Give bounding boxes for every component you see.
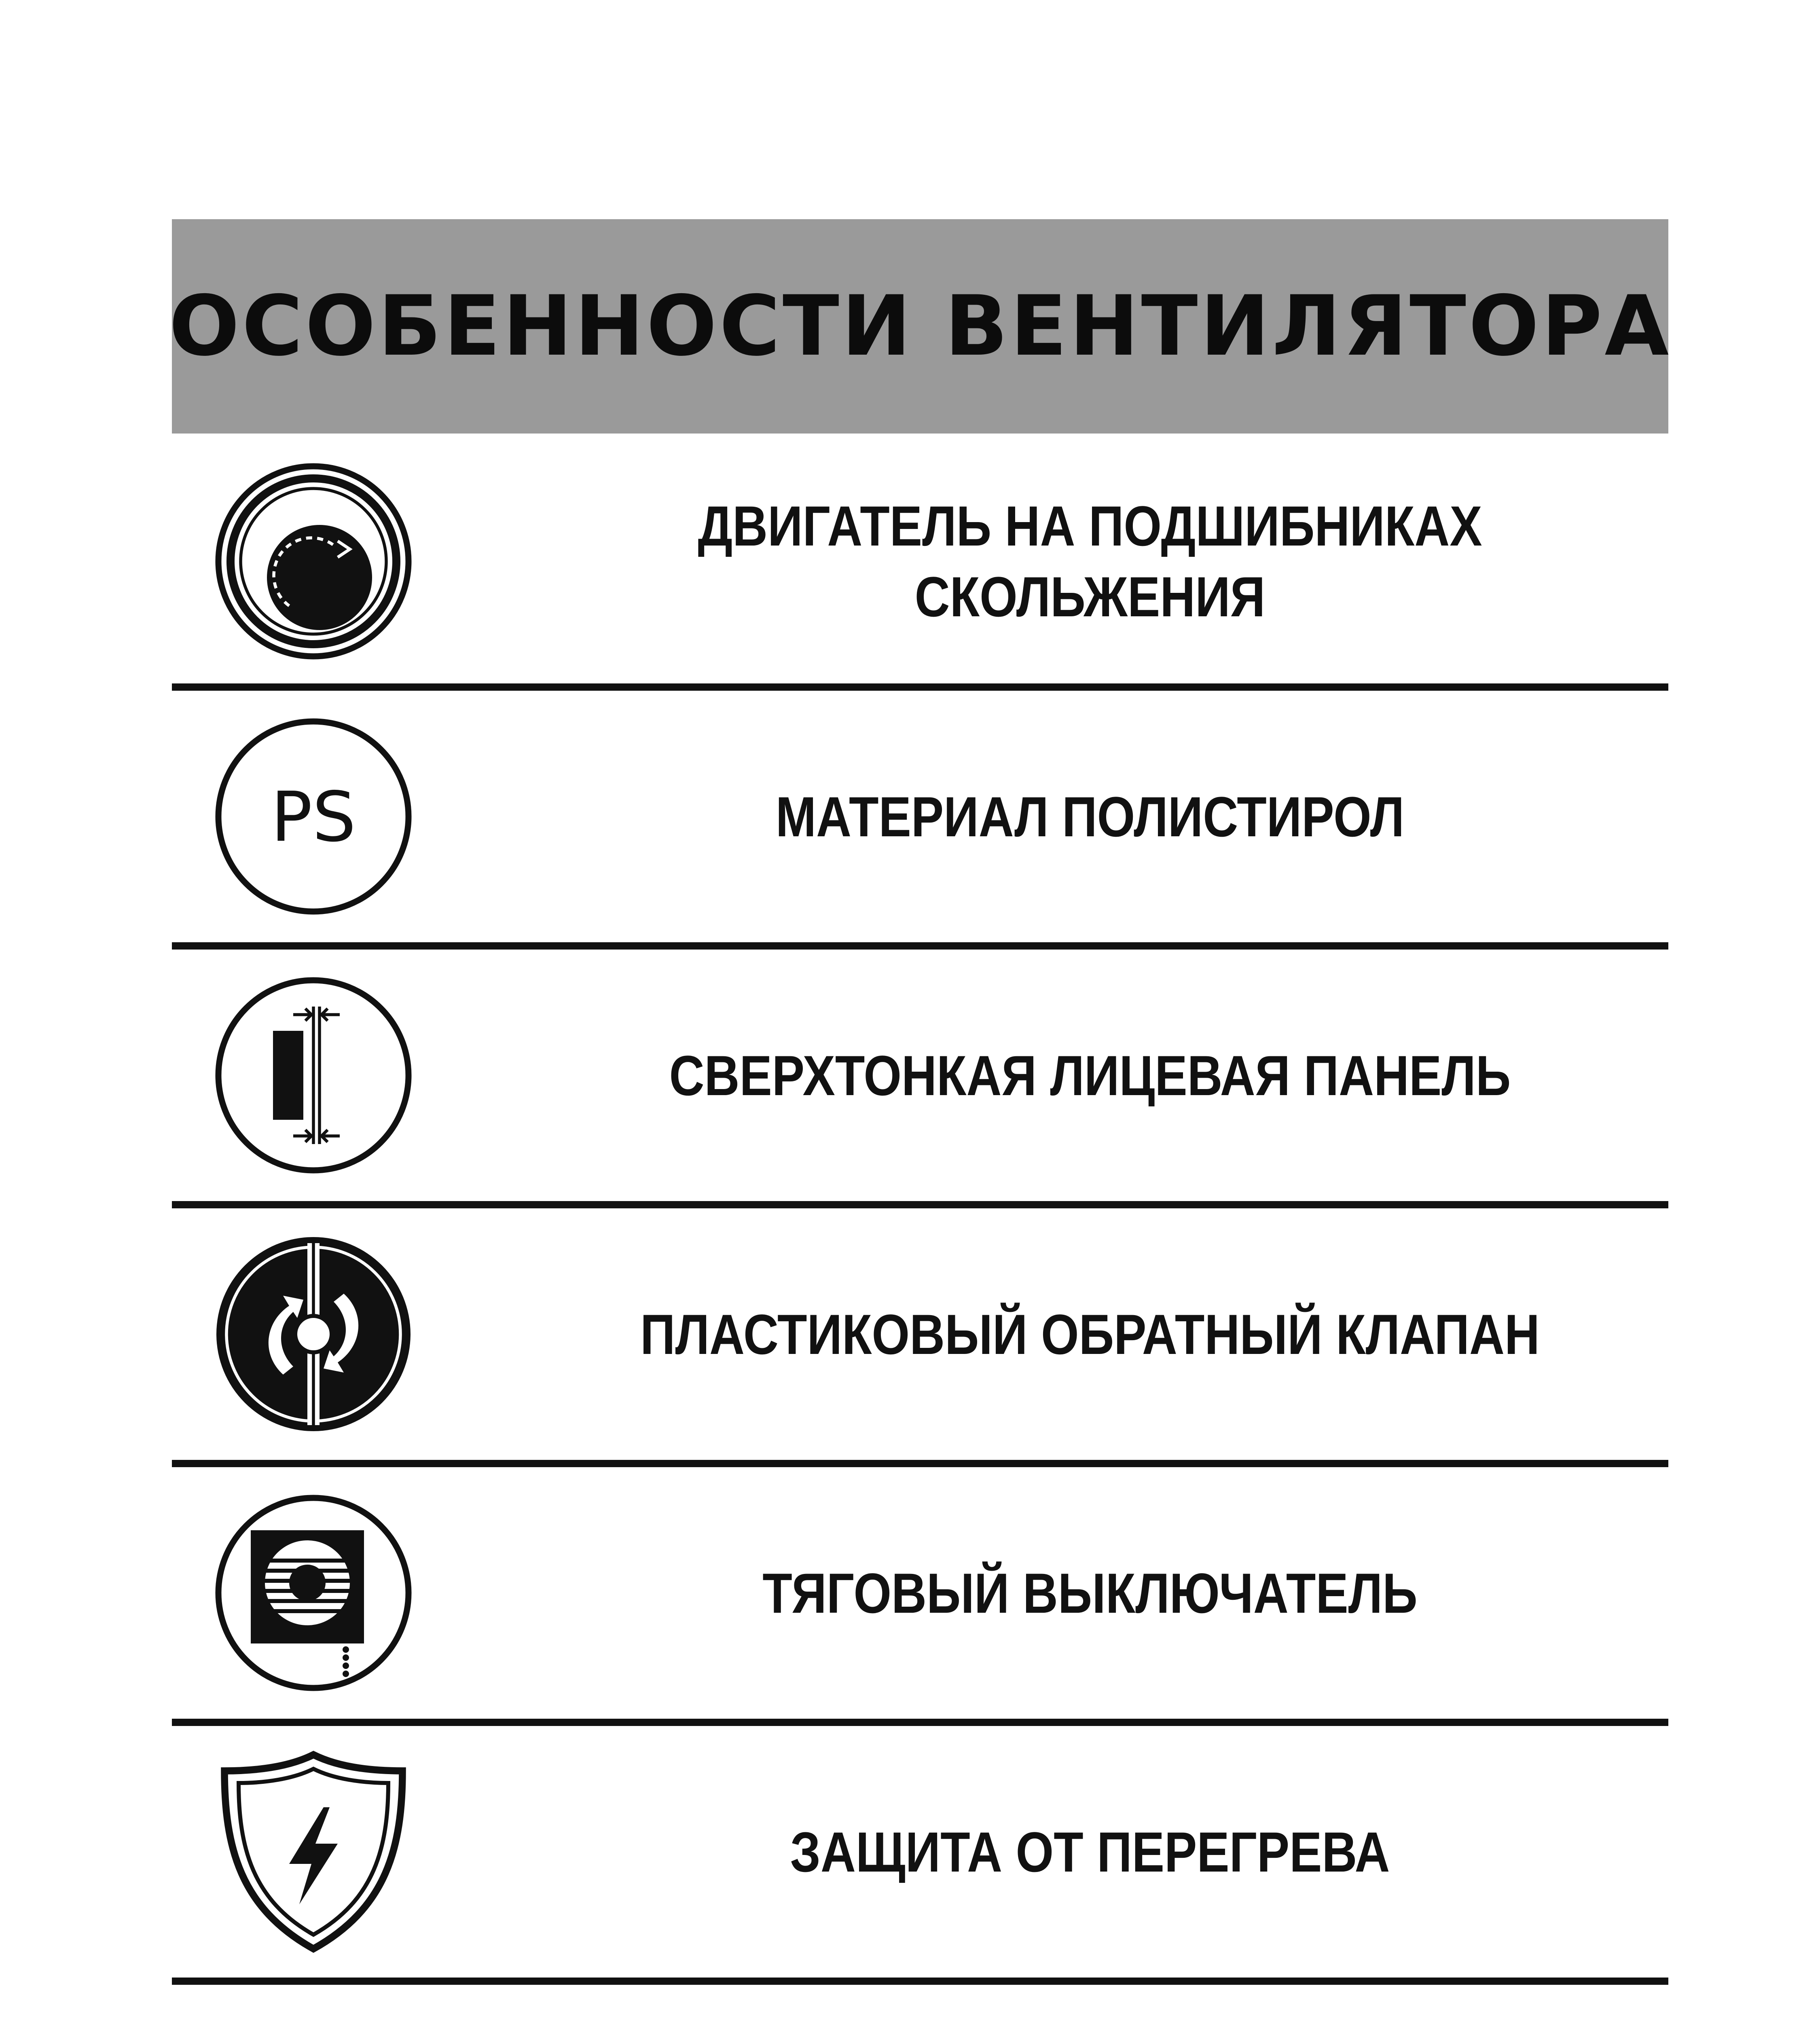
row-divider [172, 942, 1668, 950]
row-divider [172, 1460, 1668, 1467]
feature-label: ЗАЩИТА ОТ ПЕРЕГРЕВА [790, 1820, 1390, 1884]
feature-label: МАТЕРИАЛ ПОЛИСТИРОЛ [775, 785, 1405, 848]
check-valve-icon [208, 1208, 419, 1460]
warranty-shield-icon [208, 1985, 419, 2022]
title-bar [169, 219, 1672, 434]
sleeve-bearing-motor-icon [208, 439, 419, 683]
feature-row [172, 1726, 1668, 1978]
row-divider [172, 1201, 1668, 1208]
row-divider [172, 1719, 1668, 1726]
row-divider [172, 1978, 1668, 1985]
page-title: ОСОБЕННОСТИ ВЕНТИЛЯТОРА [169, 278, 1672, 374]
ps-icon-text: PS [271, 777, 356, 857]
feature-row [172, 439, 1668, 683]
feature-row [172, 1208, 1668, 1460]
overheat-protection-shield-icon [208, 1726, 419, 1978]
thin-panel-icon [208, 950, 419, 1201]
feature-row [172, 691, 1668, 942]
feature-label [603, 1985, 1577, 2022]
pull-switch-icon [208, 1467, 419, 1719]
polystyrene-ps-icon [208, 691, 419, 942]
feature-row [172, 1985, 1668, 2022]
feature-label: СВЕРХТОНКАЯ ЛИЦЕВАЯ ПАНЕЛЬ [669, 1043, 1511, 1107]
feature-row [172, 1467, 1668, 1719]
row-divider [172, 683, 1668, 691]
feature-label: ПЛАСТИКОВЫЙ ОБРАТНЫЙ КЛАПАН [640, 1302, 1540, 1366]
feature-row [172, 950, 1668, 1201]
feature-label: ТЯГОВЫЙ ВЫКЛЮЧАТЕЛЬ [762, 1561, 1418, 1625]
feature-label: ДВИГАТЕЛЬ НА ПОДШИБНИКАХ СКОЛЬЖЕНИЯ [698, 494, 1482, 628]
